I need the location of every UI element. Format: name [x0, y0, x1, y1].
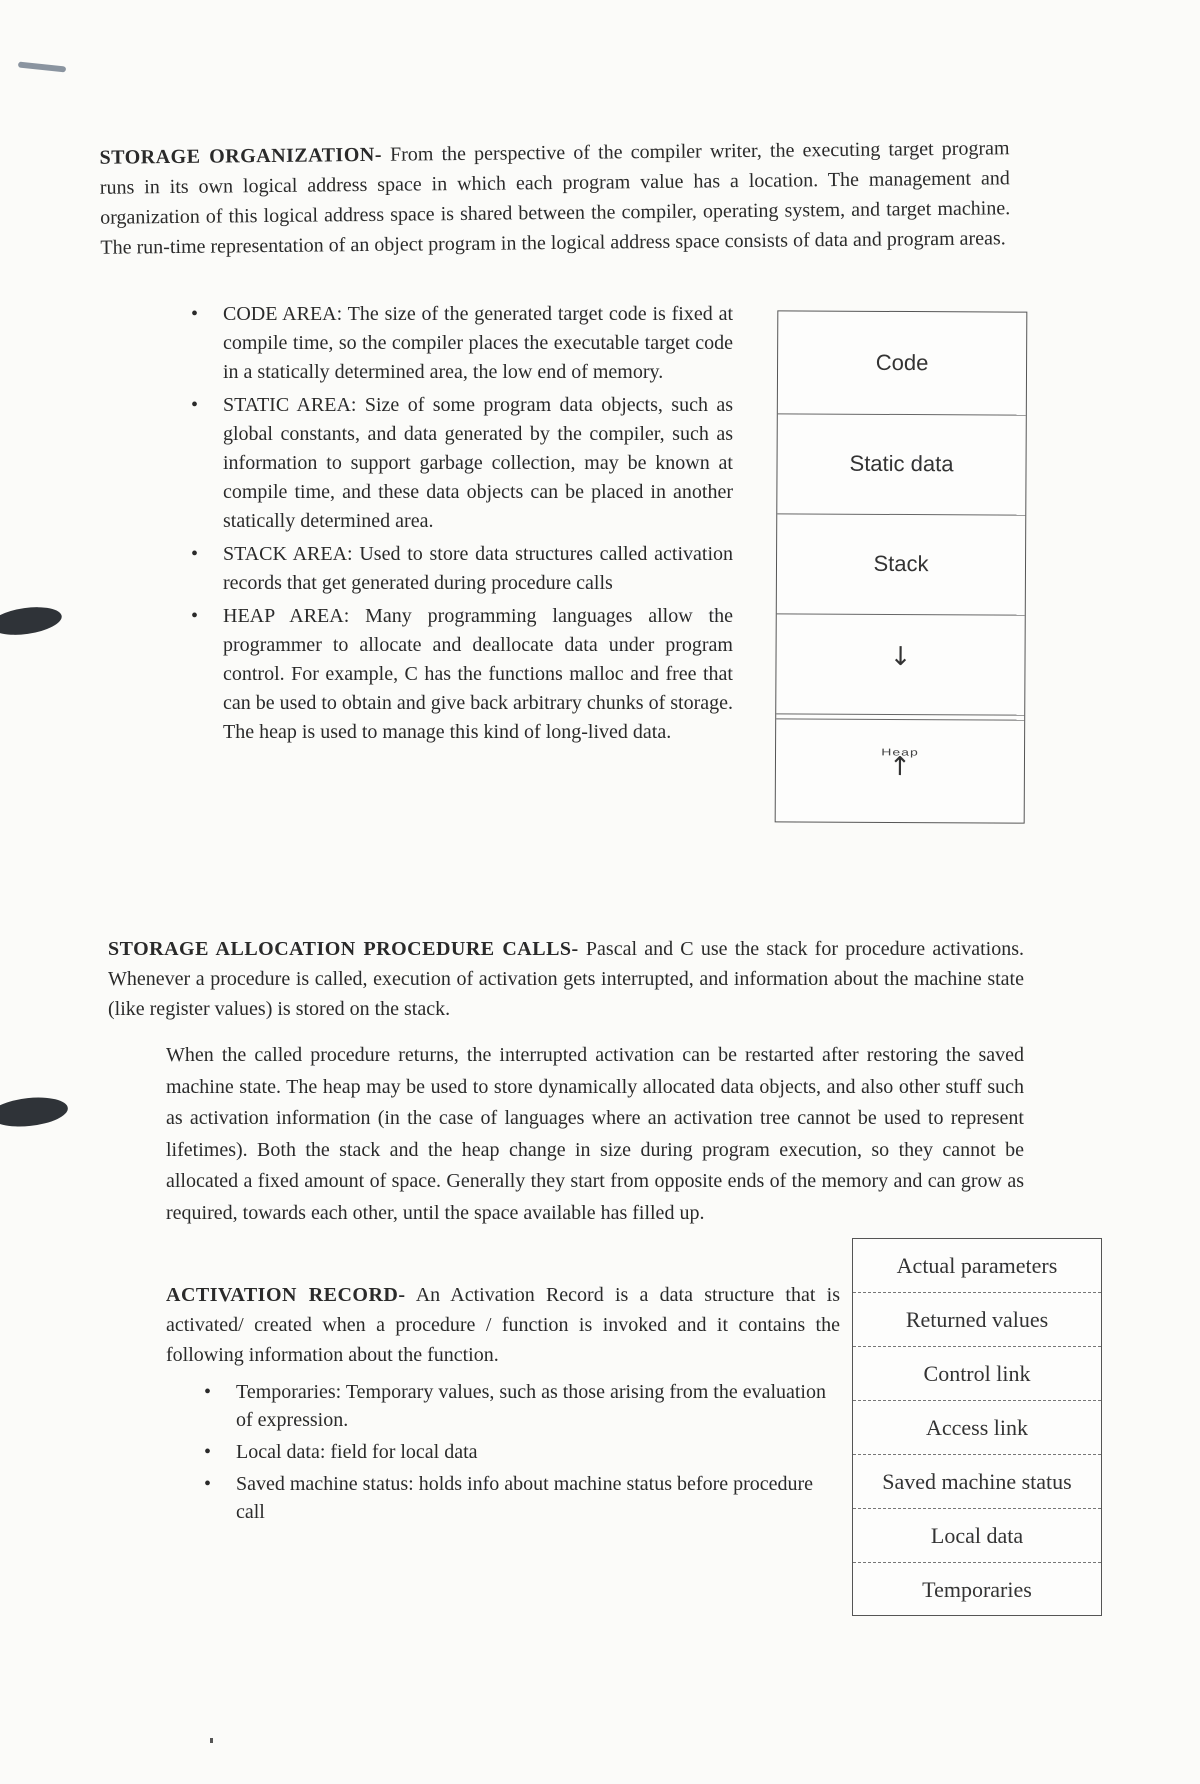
paragraph-text: An Activation Record is a data structure that is activated/ created when a procedure / function is invoked and it contains the following information about the function. [166, 1284, 840, 1366]
item-text: Saved machine status: holds info about machine status before procedure call [236, 1473, 814, 1523]
section-heading: STORAGE ALLOCATION PROCEDURE CALLS- [108, 938, 579, 960]
bullet-icon: • [204, 1473, 212, 1495]
diagram-divider [776, 713, 1024, 715]
list-item [204, 1438, 826, 1466]
item-text: Used to store data structures called activation records that get generated during procedure calls [223, 543, 733, 594]
item-text: The size of the generated target code is fixed at compile time, so the compiler places the executable target code in a statically determined area, the low end of memory. [223, 303, 733, 383]
scan-artifact [0, 603, 63, 639]
activation-record-paragraph [166, 1280, 840, 1370]
arrow-up-icon: ↑ [888, 751, 911, 783]
item-label: STATIC AREA: [223, 394, 357, 416]
ar-field: Returned values [853, 1293, 1101, 1347]
code-segment: Code [778, 311, 1027, 415]
storage-organization-paragraph [99, 133, 1010, 263]
heap-segment [776, 718, 1025, 823]
stack-segment: Stack [777, 513, 1026, 615]
scan-artifact [0, 1094, 69, 1130]
item-text: Temporaries: Temporary values, such as those arising from the evaluation of expression. [236, 1381, 826, 1431]
bullet-icon: • [191, 543, 199, 565]
static-data-segment: Static data [777, 413, 1026, 515]
bullet-icon: • [191, 394, 199, 416]
list-item [204, 1378, 826, 1434]
bullet-icon: • [191, 303, 199, 325]
ar-field: Control link [853, 1347, 1101, 1401]
list-item [191, 391, 733, 536]
storage-allocation-paragraph [108, 934, 1024, 1024]
ar-field: Local data [853, 1509, 1101, 1563]
arrow-down-icon: ↓ [889, 641, 912, 673]
item-text: Size of some program data objects, such as global constants, and data generated by the compiler, such as information to support garbage collection, may be known at compile time, and these data objects can be placed in another statically determined area. [223, 394, 733, 532]
item-label: CODE AREA: [223, 303, 343, 325]
activation-record-list [204, 1378, 826, 1530]
heap-label: Heap [881, 745, 919, 758]
procedure-return-paragraph: When the called procedure returns, the interrupted activation can be restarted after restoring the saved machine state. The heap may be used to store dynamically allocated data objects, and also other stuff such as activation information (in the case of languages where an activation tree cannot be used to represent lifetimes). Both the stack and the heap change in size during program execution, so they cannot be allocated a fixed amount of space. Generally they start from opposite ends of the memory and can grow as required, towards each other, until the space available has filled up. [166, 1044, 1024, 1224]
item-text: Local data: field for local data [236, 1441, 478, 1463]
ar-field: Saved machine status [853, 1455, 1101, 1509]
scan-artifact [18, 62, 66, 73]
list-item [204, 1470, 826, 1526]
ar-field: Temporaries [922, 1577, 1032, 1602]
ar-field: Actual parameters [853, 1239, 1101, 1293]
list-item [191, 540, 733, 598]
paragraph-text: From the perspective of the compiler writer, the executing target program runs in its own logical address space in which each program value has a location. The management and organization of this logical address space is shared between the compiler, operating system, and target machine. The run-time representation of an object program in the logical address space consists of data and program areas. [99, 137, 1011, 259]
paragraph-text: Pascal and C use the stack for procedure activations. Whenever a procedure is called, execution of activation gets interrupted, and information about the machine state (like register values) is stored on the stack. [108, 938, 1025, 1020]
scan-artifact [210, 1738, 213, 1743]
list-item [191, 602, 733, 747]
ar-field: Access link [853, 1401, 1101, 1455]
item-text: Many programming languages allow the programmer to allocate and deallocate data under program control. For example, C has the functions malloc and free that can be used to obtain and give back arbitrary chunks of storage. The heap is used to manage this kind of long-lived data. [223, 605, 733, 743]
memory-layout-diagram [775, 310, 1028, 823]
item-label: HEAP AREA: [223, 605, 350, 627]
section-heading: ACTIVATION RECORD- [166, 1284, 406, 1306]
list-item [191, 300, 733, 387]
item-label: STACK AREA: [223, 543, 353, 565]
bullet-icon: • [204, 1381, 212, 1403]
section-heading: STORAGE ORGANIZATION- [99, 143, 383, 169]
bullet-icon: • [204, 1441, 212, 1463]
bullet-icon: • [191, 605, 199, 627]
storage-areas-list [191, 300, 733, 751]
activation-record-diagram [852, 1238, 1102, 1616]
